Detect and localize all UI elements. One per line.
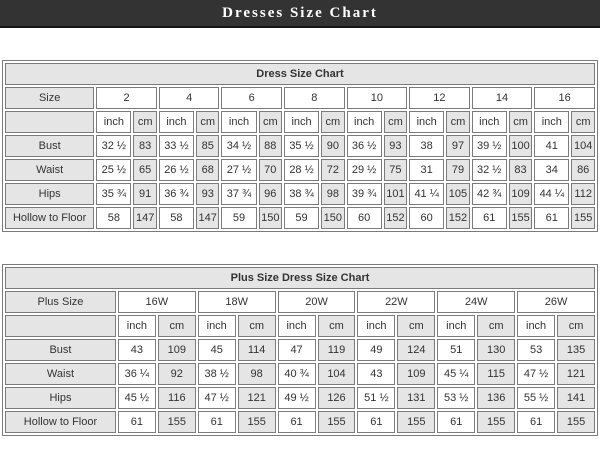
unit-inch-label: inch: [409, 111, 444, 133]
measurement-value: 155: [557, 411, 595, 433]
measurement-row: [5, 411, 595, 433]
measurement-row-label: Hips: [5, 387, 116, 409]
measurement-value: 34 ½: [221, 135, 256, 157]
plus-size-chart-section: [2, 264, 598, 436]
measurement-value: 45 ¼: [437, 363, 475, 385]
measurement-value: 60: [409, 207, 444, 229]
measurement-value: 41 ¼: [409, 183, 444, 205]
size-value: 2: [96, 87, 157, 109]
measurement-row-label: Hollow to Floor: [5, 411, 116, 433]
unit-cm-label: cm: [509, 111, 532, 133]
measurement-value: 36 ¼: [118, 363, 156, 385]
measurement-value: 91: [133, 183, 156, 205]
measurement-value: 65: [133, 159, 156, 181]
size-row-label: Plus Size: [5, 291, 116, 313]
unit-cm-label: cm: [196, 111, 219, 133]
measurement-value: 70: [259, 159, 282, 181]
measurement-row-label: Waist: [5, 159, 94, 181]
measurement-value: 104: [318, 363, 356, 385]
measurement-value: 45 ½: [118, 387, 156, 409]
measurement-value: 36 ¾: [159, 183, 194, 205]
size-value: 6: [221, 87, 282, 109]
measurement-value: 26 ½: [159, 159, 194, 181]
measurement-value: 61: [472, 207, 507, 229]
measurement-row-label: Bust: [5, 339, 116, 361]
measurement-value: 85: [196, 135, 219, 157]
measurement-row-label: Hips: [5, 183, 94, 205]
measurement-value: 38 ¾: [284, 183, 319, 205]
size-value: 8: [284, 87, 345, 109]
unit-cm-label: cm: [446, 111, 469, 133]
measurement-value: 96: [259, 183, 282, 205]
measurement-value: 141: [557, 387, 595, 409]
measurement-value: 98: [321, 183, 344, 205]
measurement-value: 43: [357, 363, 395, 385]
measurement-value: 93: [384, 135, 407, 157]
size-value: 26W: [517, 291, 595, 313]
unit-cm-label: cm: [158, 315, 196, 337]
measurement-value: 109: [509, 183, 532, 205]
measurement-value: 152: [384, 207, 407, 229]
measurement-value: 121: [557, 363, 595, 385]
measurement-value: 25 ½: [96, 159, 131, 181]
measurement-value: 93: [196, 183, 219, 205]
measurement-value: 147: [133, 207, 156, 229]
unit-cm-label: cm: [571, 111, 595, 133]
measurement-value: 35 ¾: [96, 183, 131, 205]
measurement-value: 59: [221, 207, 256, 229]
unit-inch-label: inch: [347, 111, 382, 133]
unit-inch-label: inch: [96, 111, 131, 133]
measurement-value: 40 ¾: [278, 363, 316, 385]
measurement-row: [5, 363, 595, 385]
measurement-value: 61: [437, 411, 475, 433]
unit-cm-label: cm: [238, 315, 276, 337]
measurement-value: 119: [318, 339, 356, 361]
measurement-value: 61: [534, 207, 569, 229]
unit-cm-label: cm: [321, 111, 344, 133]
measurement-value: 49: [357, 339, 395, 361]
measurement-row-label: Waist: [5, 363, 116, 385]
unit-cm-label: cm: [397, 315, 435, 337]
measurement-value: 152: [446, 207, 469, 229]
measurement-value: 109: [158, 339, 196, 361]
size-value: 16: [534, 87, 595, 109]
size-value: 16W: [118, 291, 196, 313]
size-value: 22W: [357, 291, 435, 313]
measurement-value: 60: [347, 207, 382, 229]
unit-inch-label: inch: [437, 315, 475, 337]
measurement-value: 75: [384, 159, 407, 181]
unit-cm-label: cm: [384, 111, 407, 133]
size-value: 10: [347, 87, 408, 109]
measurement-row: [5, 159, 595, 181]
unit-inch-label: inch: [198, 315, 236, 337]
size-value: 24W: [437, 291, 515, 313]
measurement-value: 27 ½: [221, 159, 256, 181]
size-row-label: Size: [5, 87, 94, 109]
measurement-value: 32 ½: [96, 135, 131, 157]
measurement-value: 55 ½: [517, 387, 555, 409]
unit-cm-label: cm: [133, 111, 156, 133]
measurement-value: 83: [133, 135, 156, 157]
measurement-value: 61: [118, 411, 156, 433]
measurement-value: 61: [517, 411, 555, 433]
standard-size-chart-section: [2, 60, 598, 232]
measurement-value: 155: [158, 411, 196, 433]
measurement-value: 88: [259, 135, 282, 157]
chart-title: Plus Size Dress Size Chart: [5, 267, 595, 289]
measurement-value: 101: [384, 183, 407, 205]
measurement-value: 58: [159, 207, 194, 229]
size-value: 14: [472, 87, 533, 109]
unit-cm-label: cm: [477, 315, 515, 337]
measurement-value: 33 ½: [159, 135, 194, 157]
measurement-row-label: Hollow to Floor: [5, 207, 94, 229]
dress-size-chart-table: [2, 60, 598, 232]
measurement-value: 72: [321, 159, 344, 181]
measurement-value: 83: [509, 159, 532, 181]
unit-header-row: [5, 111, 595, 133]
measurement-value: 68: [196, 159, 219, 181]
unit-inch-label: inch: [357, 315, 395, 337]
size-value: 4: [159, 87, 220, 109]
unit-inch-label: inch: [284, 111, 319, 133]
measurement-row: [5, 183, 595, 205]
measurement-value: 47: [278, 339, 316, 361]
unit-cm-label: cm: [318, 315, 356, 337]
size-value: 12: [409, 87, 470, 109]
measurement-value: 150: [321, 207, 344, 229]
measurement-row: [5, 339, 595, 361]
page-header-bar: [0, 0, 600, 28]
measurement-value: 47 ½: [198, 387, 236, 409]
measurement-value: 155: [318, 411, 356, 433]
measurement-row: [5, 387, 595, 409]
size-header-row: [5, 291, 595, 313]
chart-title: Dress Size Chart: [5, 63, 595, 85]
measurement-value: 45: [198, 339, 236, 361]
measurement-value: 59: [284, 207, 319, 229]
measurement-value: 124: [397, 339, 435, 361]
measurement-value: 135: [557, 339, 595, 361]
measurement-value: 79: [446, 159, 469, 181]
unit-inch-label: inch: [534, 111, 569, 133]
measurement-value: 121: [238, 387, 276, 409]
measurement-value: 32 ½: [472, 159, 507, 181]
measurement-value: 44 ¼: [534, 183, 569, 205]
measurement-value: 109: [397, 363, 435, 385]
measurement-value: 58: [96, 207, 131, 229]
size-value: 18W: [198, 291, 276, 313]
measurement-value: 104: [571, 135, 595, 157]
page-title: Dresses Size Chart: [222, 5, 378, 21]
measurement-value: 155: [238, 411, 276, 433]
measurement-value: 116: [158, 387, 196, 409]
measurement-value: 105: [446, 183, 469, 205]
measurement-value: 28 ½: [284, 159, 319, 181]
measurement-value: 150: [259, 207, 282, 229]
measurement-row-label: Bust: [5, 135, 94, 157]
measurement-value: 97: [446, 135, 469, 157]
measurement-value: 51 ½: [357, 387, 395, 409]
measurement-value: 130: [477, 339, 515, 361]
unit-inch-label: inch: [159, 111, 194, 133]
measurement-row: [5, 207, 595, 229]
unit-inch-label: inch: [278, 315, 316, 337]
measurement-value: 114: [238, 339, 276, 361]
measurement-value: 31: [409, 159, 444, 181]
measurement-value: 38 ½: [198, 363, 236, 385]
unit-inch-label: inch: [517, 315, 555, 337]
measurement-value: 98: [238, 363, 276, 385]
unit-header-row: [5, 315, 595, 337]
measurement-value: 155: [509, 207, 532, 229]
measurement-value: 43: [118, 339, 156, 361]
measurement-value: 47 ½: [517, 363, 555, 385]
plus-size-dress-chart-table: [2, 264, 598, 436]
measurement-value: 36 ½: [347, 135, 382, 157]
measurement-value: 61: [278, 411, 316, 433]
measurement-value: 86: [571, 159, 595, 181]
measurement-value: 100: [509, 135, 532, 157]
measurement-value: 92: [158, 363, 196, 385]
measurement-value: 37 ¾: [221, 183, 256, 205]
measurement-value: 61: [357, 411, 395, 433]
measurement-value: 53 ½: [437, 387, 475, 409]
measurement-value: 49 ½: [278, 387, 316, 409]
unit-inch-label: inch: [472, 111, 507, 133]
measurement-value: 131: [397, 387, 435, 409]
measurement-value: 29 ½: [347, 159, 382, 181]
measurement-value: 90: [321, 135, 344, 157]
unit-inch-label: inch: [221, 111, 256, 133]
measurement-value: 39 ½: [472, 135, 507, 157]
size-header-row: [5, 87, 595, 109]
measurement-value: 42 ¾: [472, 183, 507, 205]
measurement-value: 112: [571, 183, 595, 205]
unit-cm-label: cm: [259, 111, 282, 133]
measurement-value: 35 ½: [284, 135, 319, 157]
measurement-value: 155: [477, 411, 515, 433]
measurement-value: 34: [534, 159, 569, 181]
measurement-row: [5, 135, 595, 157]
measurement-value: 53: [517, 339, 555, 361]
measurement-value: 51: [437, 339, 475, 361]
measurement-value: 115: [477, 363, 515, 385]
measurement-value: 147: [196, 207, 219, 229]
empty-label-cell: [5, 315, 116, 337]
size-value: 20W: [278, 291, 356, 313]
measurement-value: 38: [409, 135, 444, 157]
measurement-value: 126: [318, 387, 356, 409]
measurement-value: 41: [534, 135, 569, 157]
measurement-value: 61: [198, 411, 236, 433]
measurement-value: 39 ¾: [347, 183, 382, 205]
measurement-value: 136: [477, 387, 515, 409]
unit-inch-label: inch: [118, 315, 156, 337]
empty-label-cell: [5, 111, 94, 133]
unit-cm-label: cm: [557, 315, 595, 337]
measurement-value: 155: [571, 207, 595, 229]
measurement-value: 155: [397, 411, 435, 433]
